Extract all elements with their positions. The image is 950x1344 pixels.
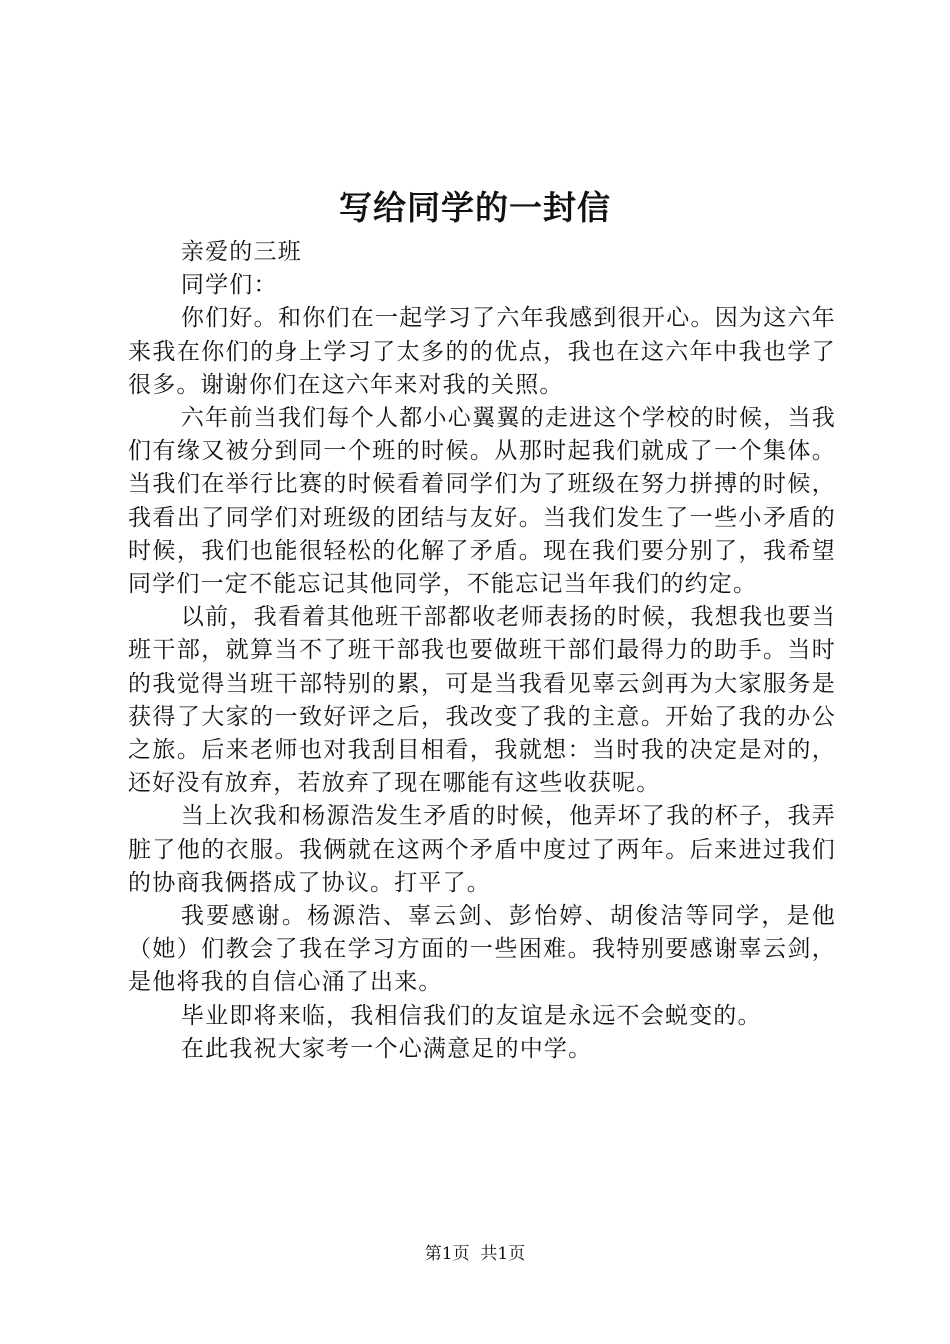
body-paragraph: 你们好。和你们在一起学习了六年我感到很开心。因为这六年来我在你们的身上学习了太多的的优点，我也在这六年中我也学了很多。谢谢你们在这六年来对我的关照。 bbox=[128, 305, 836, 398]
body-paragraph: 毕业即将来临，我相信我们的友谊是永远不会蜕变的。 bbox=[180, 1002, 762, 1029]
page-total: 共1页 bbox=[480, 1244, 526, 1264]
body-paragraph: 我要感谢。杨源浩、辜云剑、彭怡婷、胡俊洁等同学，是他（她）们教会了我在学习方面的一些困难。我特别要感谢辜云剑，是他将我的自信心涌了出来。 bbox=[128, 903, 836, 996]
letter-body bbox=[128, 236, 836, 1066]
salutation-line: 同学们： bbox=[180, 272, 278, 299]
body-paragraph: 以前，我看着其他班干部都收老师表扬的时候，我想我也要当班干部，就算当不了班干部我也要做班干部们最得力的助手。当时的我觉得当班干部特别的累，可是当我看见辜云剑再为大家服务是获得了大家的一致好评之后，我改变了我的主意。开始了我的办公之旅。后来老师也对我刮目相看，我就想：当时我的决定是对的，还好没有放弃，若放弃了现在哪能有这些收获呢。 bbox=[128, 604, 836, 797]
body-paragraph: 当上次我和杨源浩发生矛盾的时候，他弄坏了我的杯子，我弄脏了他的衣服。我俩就在这两个矛盾中度过了两年。后来进过我们的协商我俩搭成了协议。打平了。 bbox=[128, 803, 836, 896]
page-footer bbox=[0, 1243, 950, 1265]
closing-paragraph: 在此我祝大家考一个心满意足的中学。 bbox=[180, 1035, 593, 1062]
body-paragraph: 六年前当我们每个人都小心翼翼的走进这个学校的时候，当我们有缘又被分到同一个班的时候。从那时起我们就成了一个集体。当我们在举行比赛的时候看着同学们为了班级在努力拼搏的时候，我看出了同学们对班级的团结与友好。当我们发生了一些小矛盾的时候，我们也能很轻松的化解了矛盾。现在我们要分别了，我希望同学们一定不能忘记其他同学，不能忘记当年我们的约定。 bbox=[128, 405, 836, 598]
salutation-line: 亲爱的三班 bbox=[180, 239, 302, 265]
document-title: 写给同学的一封信 bbox=[339, 188, 611, 227]
page-number: 第1页 bbox=[424, 1244, 470, 1264]
